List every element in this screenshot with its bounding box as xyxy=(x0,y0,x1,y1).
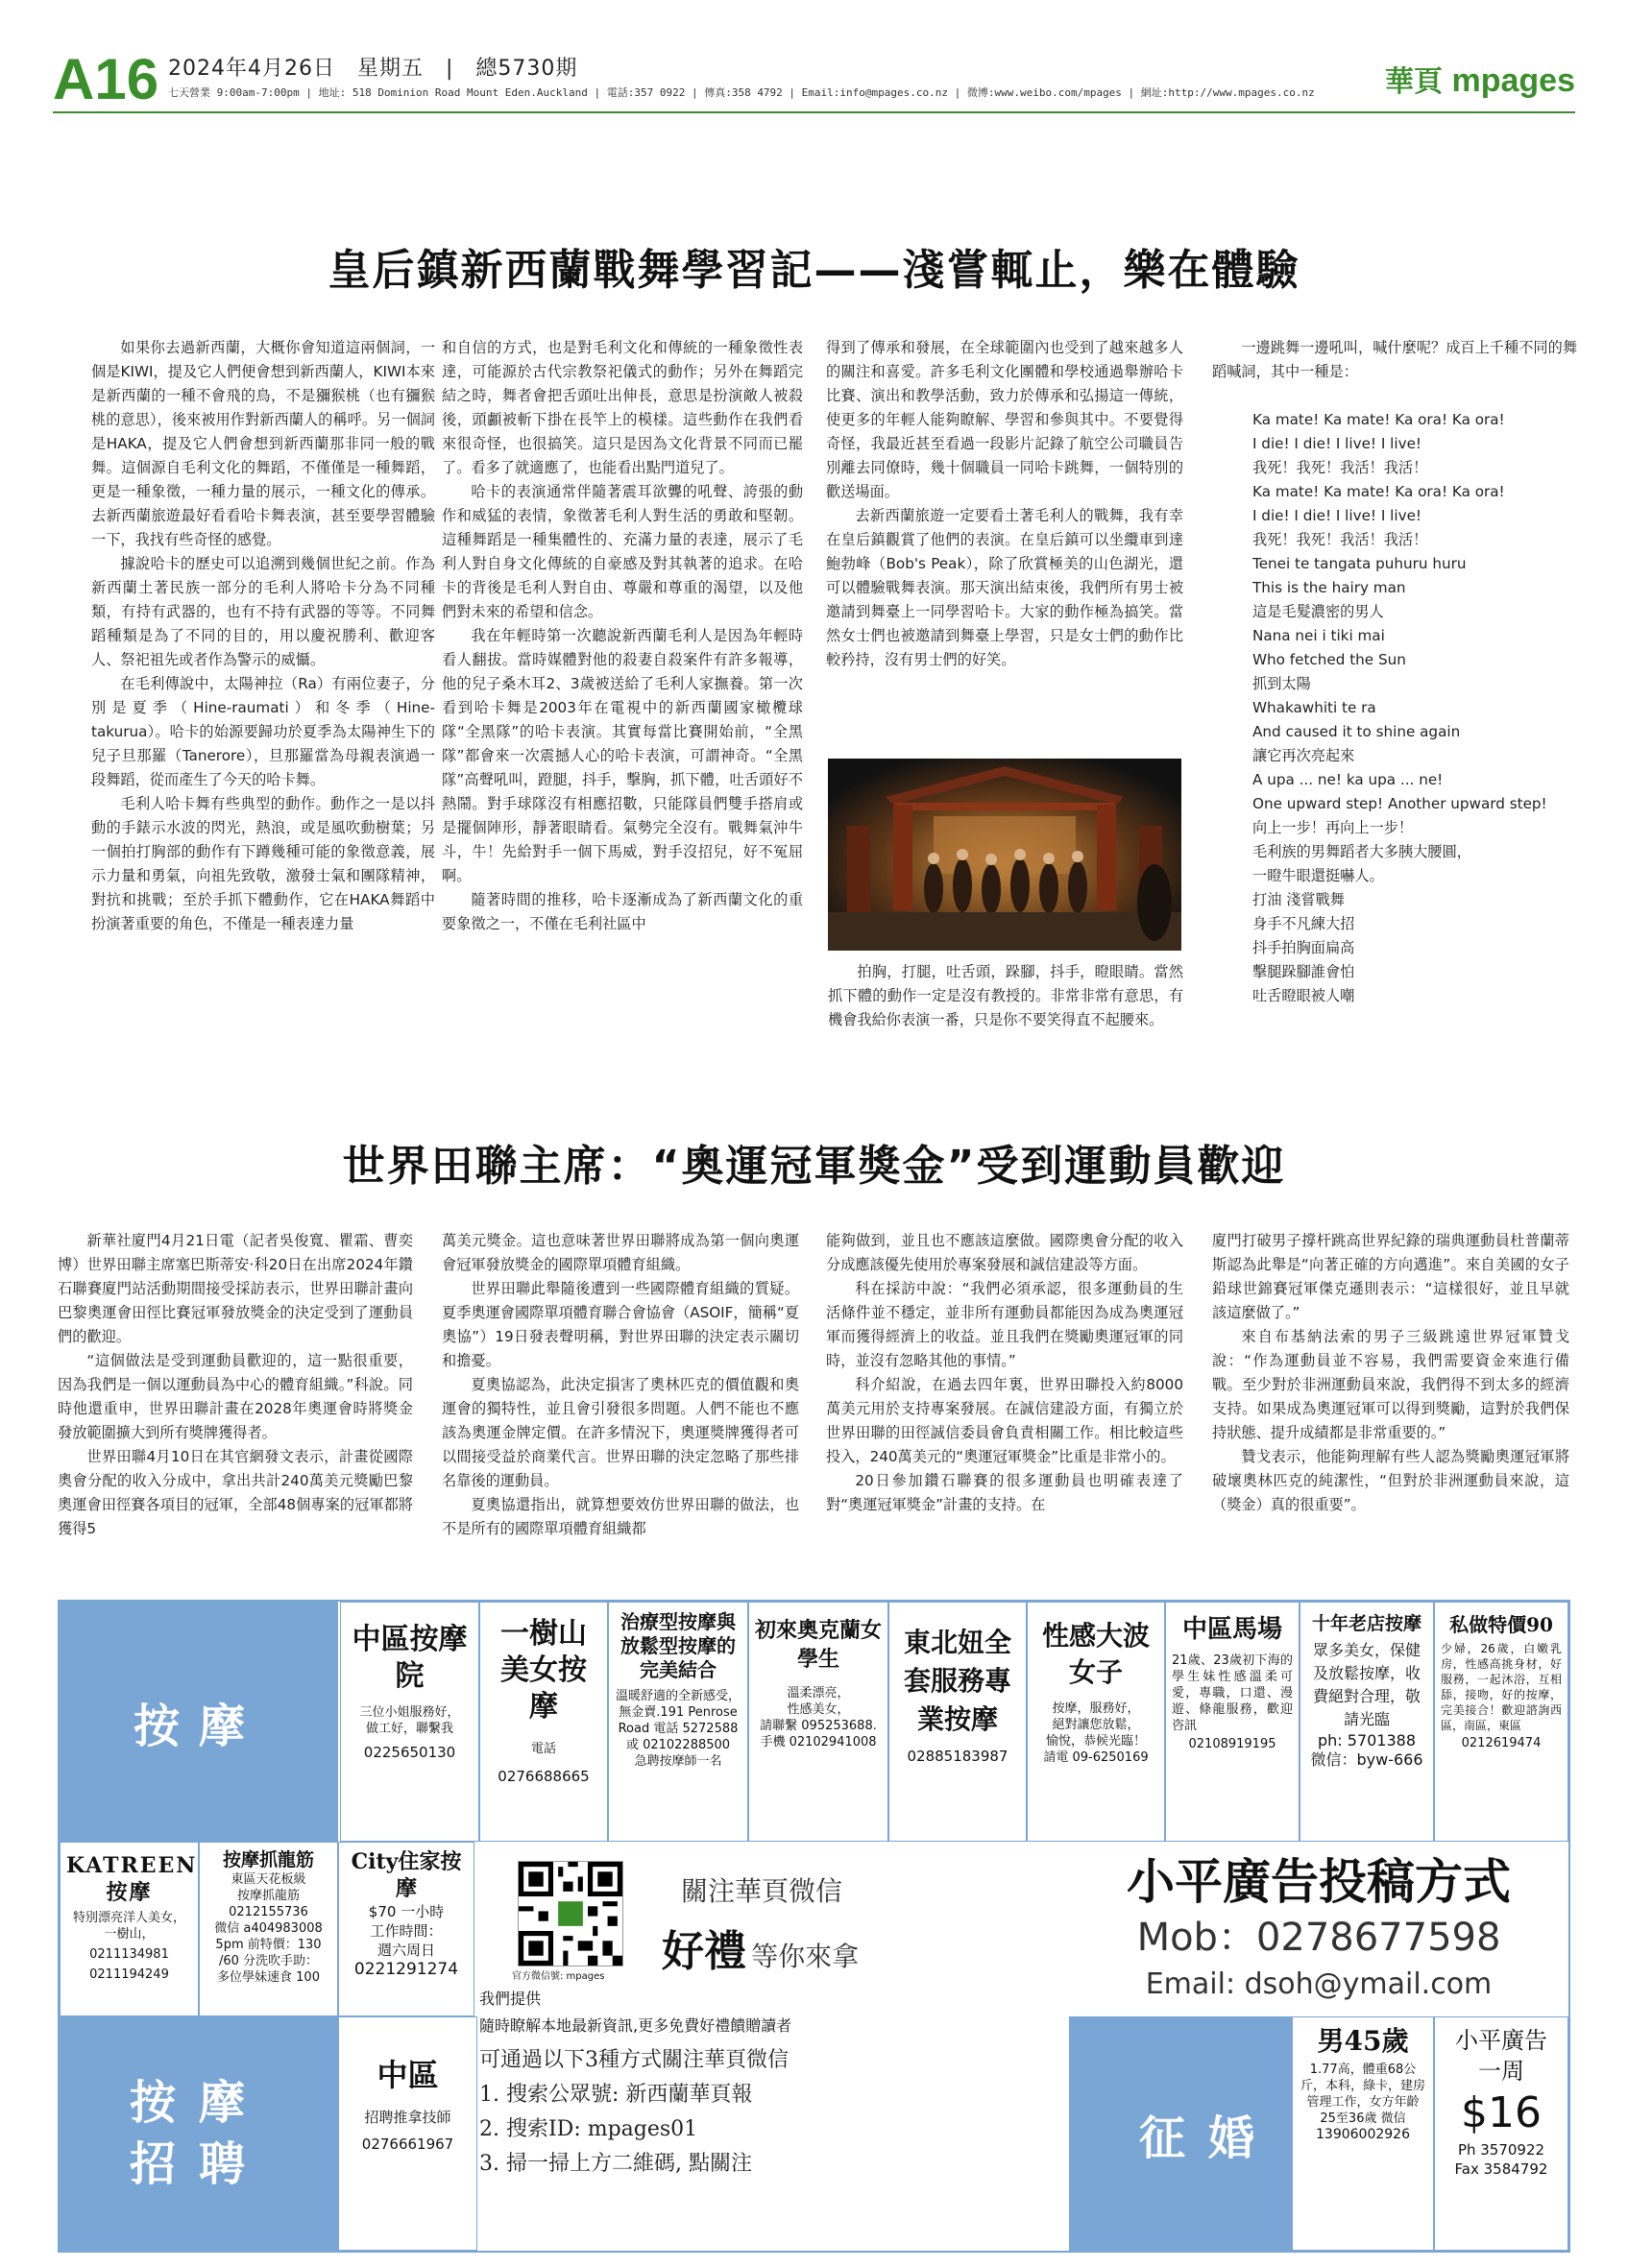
ad-phone: 13906002926 xyxy=(1316,2127,1410,2142)
ad-phone: 0221291274 xyxy=(353,1960,459,1979)
ad-title: KATREEN按摩 xyxy=(66,1853,198,1905)
ad-central-racecourse[interactable] xyxy=(1165,1602,1300,1842)
ad-line: Road 電話 5272588 xyxy=(618,1722,739,1736)
issue-date: 2024年4月26日 星期五 | 總5730期 xyxy=(168,57,578,81)
paragraph: 據說哈卡的歷史可以追溯到幾個世紀之前。作為新西蘭土著民族一部分的毛利人將哈卡分為不同種類，有持有武器的，也有不持有武器的等等。不同舞蹈種類是為了不同的目的，用以慶祝勝利、歡迎客人、祭祀祖先或者作為警示的威懾。 xyxy=(91,555,435,668)
methods-title: 可通過以下3種方式關注華頁微信 xyxy=(479,2048,789,2072)
paragraph: 隨著時間的推移，哈卡逐漸成為了新西蘭文化的重要象徵之一，不僅在毛利社區中 xyxy=(442,891,803,932)
ad-line: 21歲、23歲初下海的學生妹性感溫柔可愛，專職，口還、漫遊、條龍服務，歡迎咨訊 xyxy=(1172,1653,1293,1733)
chant-line: 打油 淺嘗戰舞 xyxy=(1252,891,1345,908)
chant-line: 擊腿跺腳誰會怕 xyxy=(1252,963,1355,980)
massage-label-box xyxy=(60,1602,338,1842)
ad-therapy-massage[interactable] xyxy=(608,1602,748,1842)
gift-small: 等你來拿 xyxy=(751,1941,860,1972)
ad-marriage-man[interactable] xyxy=(1292,2016,1434,2251)
ad-title: 中區 xyxy=(377,2057,439,2093)
ad-one-tree-hill[interactable] xyxy=(479,1602,608,1842)
haka-chant xyxy=(1212,408,1577,1008)
ad-line: 1.77高，體重68公斤，本科，綠卡，建房管理工作，女方年齡 xyxy=(1300,2063,1426,2110)
recruit-label: 按摩招聘 xyxy=(129,2076,268,2191)
ad-line: 一樹山， xyxy=(104,1927,155,1942)
paragraph: 來自布基納法索的男子三級跳遠世界冠軍贊戈說：“作為運動員並不容易，我們需要資金來進行備戰。至少對於非洲運動員來說，我們得不到太多的經濟支持。如果成為奧運冠軍可以得到獎勵，這對於我們保持狀態、提升成績都是非常重要的。” xyxy=(1212,1328,1569,1441)
classified-mob[interactable]: Mob：0278677598 xyxy=(1136,1916,1501,1960)
ad-price[interactable] xyxy=(1434,2016,1568,2251)
ad-line: 急聘按摩師一名 xyxy=(634,1754,722,1769)
ad-line: 按摩，服務好， xyxy=(1052,1701,1140,1716)
ad-title: 按摩抓龍筋 xyxy=(222,1849,314,1870)
price-phone: Ph 3570922 xyxy=(1457,2141,1545,2159)
chant-line: And caused it to shine again xyxy=(1252,723,1461,740)
qr-code-icon[interactable] xyxy=(518,1861,623,1966)
ad-ten-year-shop[interactable] xyxy=(1300,1602,1434,1842)
paragraph: 新華社廈門4月21日電（記者吳俊寬、瞿霜、曹奕博）世界田聯主席塞巴斯蒂安·科20日在出席2024年鑽石聯賽廈門站活動期間接受採訪表示，世界田聯計畫向巴黎奧運會田徑比賽冠軍發放獎金的決定受到了運動員們的歡迎。 xyxy=(58,1232,413,1345)
ad-line: 絕對讓您放鬆， xyxy=(1052,1718,1140,1732)
paragraph: 能夠做到，並且也不應該這麼做。國際奧會分配的收入分成應該優先使用於專案發展和誠信建設等方面。 xyxy=(826,1232,1183,1273)
ad-sexy[interactable] xyxy=(1027,1602,1165,1842)
ad-line: 無金賣.191 Penrose xyxy=(619,1705,738,1720)
wechat-provide: 我們提供 xyxy=(479,1990,542,2008)
photo-caption xyxy=(828,960,1183,1032)
chant-line: Nana nei i tiki mai xyxy=(1252,627,1385,644)
ad-line: 請電 09-6250169 xyxy=(1043,1750,1149,1765)
ad-phone: ph: 5701388 xyxy=(1317,1731,1417,1749)
paragraph: 毛利人哈卡舞有些典型的動作。動作之一是以抖動的手錶示水波的閃光，熱浪，或是風吹動樹葉；另一個拍打胸部的動作有下蹲幾種可能的象徵意義，展示力量和勇氣，向祖先致敬，激發士氣和團隊精神，對抗和挑戰；至於手抓下體動作，它在HAKA舞蹈中扮演著重要的角色，不僅是一種表達力量 xyxy=(91,795,435,932)
chant-line: 吐舌瞪眼被人嘲 xyxy=(1252,987,1355,1004)
paragraph: 萬美元獎金。這也意味著世界田聯將成為第一個向奧運會冠軍發放獎金的國際單項體育組織。 xyxy=(442,1232,799,1273)
method-item: 3. 掃一掃上方二維碼, 點關注 xyxy=(479,2152,752,2176)
ad-katreen[interactable] xyxy=(60,1842,199,2016)
paragraph: 一邊跳舞一邊吼叫，喊什麼呢？成百上千種不同的舞蹈喊詞，其中一種是： xyxy=(1212,339,1577,380)
ad-line: 愉悅，恭候光臨！ xyxy=(1045,1734,1146,1749)
chant-line: 身手不凡練大招 xyxy=(1252,915,1355,932)
chant-line: Ka mate! Ka mate! Ka ora! Ka ora! xyxy=(1252,411,1505,428)
ad-phone: 0276661967 xyxy=(361,2135,454,2153)
massage-label: 按摩 xyxy=(133,1699,264,1753)
ad-line: 週六周日 xyxy=(377,1942,435,1959)
paragraph: 我在年輕時第一次聽說新西蘭毛利人是因為年輕時看人翻拔。當時媒體對他的殺妻自殺案件有許多報導，他的兒子桑木耳2、3歲被送給了毛利人家撫養。第一次看到哈卡舞是2003年在電視中的新西蘭國家橄欖球隊“全黑隊”的哈卡表演。其實每當比賽開始前，“全黑隊”都會來一次震撼人心的哈卡表演，可謂神奇。“全黑隊”高聲吼叫，蹬腿，抖手，擊胸，抓下體，吐舌頭好不熱鬧。對手球隊沒有相應招數，只能隊員們雙手搭肩或是擺個陣形，靜著眼睛看。氣勢完全沒有。戰舞氣沖牛斗，牛！先給對手一個下馬威，對手沒招兒，好不冤屈啊。 xyxy=(442,627,803,884)
ad-phone: 0276688665 xyxy=(498,1768,590,1785)
ad-line: 5pm 前特價：130 xyxy=(215,1938,322,1952)
ad-line: 性感美女， xyxy=(787,1702,850,1717)
contact-info: 七天營業 9:00am-7:00pm | 地址: 518 Dominion Road Mount Eden.Auckland | 電話:357 0922 | 傳真:358 4792 | Email:info@mpages.co.nz | 微博:www.weibo.com/mpages | 網址:http://www.mpages.co.nz xyxy=(168,86,1315,99)
ad-phone: 02885183987 xyxy=(907,1748,1008,1765)
ad-phone: 0211194249 xyxy=(89,1967,169,1982)
qr-caption: 官方微信號: mpages xyxy=(512,1971,605,1982)
chant-line: I die! I die! I live! I live! xyxy=(1252,435,1422,452)
ad-recruit-central[interactable] xyxy=(338,2016,477,2251)
recruit-label-box xyxy=(60,2016,338,2251)
ad-title: 私做特價90 xyxy=(1449,1613,1553,1636)
article2-col3 xyxy=(826,1229,1183,1517)
logo-en: mpages xyxy=(1451,62,1575,99)
gift-big: 好禮 xyxy=(662,1927,746,1976)
paragraph: 在毛利傳說中，太陽神拉（Ra）有兩位妻子，分別是夏季（Hine-raumati）和冬季（Hine-takurua）。哈卡的始源要歸功於夏季為太陽神生下的兒子旦那羅（Tanerore），旦那羅當為母親表演過一段舞蹈，從而產生了今天的哈卡舞。 xyxy=(91,675,435,788)
masthead xyxy=(53,46,1575,115)
article2-col1 xyxy=(58,1229,413,1541)
article1-title: 皇后鎮新西蘭戰舞學習記——淺嘗輒止，樂在體驗 xyxy=(328,246,1300,295)
chant-line: 我死！我死！我活！我活！ xyxy=(1252,531,1428,548)
ad-line: 溫柔漂亮， xyxy=(787,1686,850,1701)
chant-line: This is the hairy man xyxy=(1252,579,1406,596)
ad-central-massage[interactable] xyxy=(340,1602,479,1842)
mpages-logo xyxy=(1385,58,1575,100)
ad-title: 治療型按摩與放鬆型按摩的完美結合 xyxy=(620,1610,736,1681)
haka-photo xyxy=(828,759,1181,951)
price-fax: Fax 3584792 xyxy=(1454,2160,1548,2178)
ad-title: 一樹山美女按摩 xyxy=(500,1617,587,1724)
haka-performance-image xyxy=(828,759,1181,951)
ad-line: 少婦，26歲，白嫩乳房，性感高挑身材，好服務，一起沐浴，互相舔，接吻，好的按摩，完美接合！歡迎諮詢西區，南區，東區 xyxy=(1441,1642,1562,1732)
ad-student[interactable] xyxy=(748,1602,888,1842)
paragraph: 科介紹說，在過去四年裏，世界田聯投入約8000萬美元用於支持專案發展。在誠信建設方面，有獨立於世界田聯的田徑誠信委員會負責相關工作。相比較這些投入，240萬美元的“奧運冠軍獎金”比重是非常小的。 xyxy=(826,1376,1183,1465)
chant-line: Ka mate! Ka mate! Ka ora! Ka ora! xyxy=(1252,483,1505,500)
ad-line: 多位學妹速食 100 xyxy=(217,1970,320,1985)
price-title: 小平廣告一周 xyxy=(1455,2027,1547,2085)
chant-line: One upward step! Another upward step! xyxy=(1252,795,1547,812)
paragraph: 去新西蘭旅遊一定要看土著毛利人的戰舞，我有幸在皇后鎮觀賞了他們的表演。在皇后鎮可以坐纜車到達鮑勃峰（Bob's Peak），除了欣賞極美的山色湖光，還可以體驗戰舞表演。那天演出結束後，我們所有男士被邀請到舞臺上一同學習哈卡。大家的動作極為搞笑。當然女士們也被邀請到舞臺上學習，只是女士們的動作比較矜持，沒有男士們的好笑。 xyxy=(826,507,1183,668)
caption-text: 拍胸，打腿，吐舌頭，跺腳，抖手，瞪眼睛。當然抓下體的動作一定是沒有教授的。非常非常有意思，有機會我給你表演一番，只是你不要笑得直不起腰來。 xyxy=(828,963,1183,1028)
chant-line: 抖手拍胸面扁高 xyxy=(1252,939,1355,956)
ad-line: 0212155736 xyxy=(229,1905,308,1919)
ad-title: 性感大波女子 xyxy=(1041,1620,1150,1688)
classified-submission xyxy=(1069,1842,1568,2015)
article1-col2 xyxy=(442,336,803,936)
ad-line: 東區天花板級 xyxy=(231,1872,306,1887)
chant-line: 向上一步！再向上一步！ xyxy=(1252,819,1414,836)
ad-city-home[interactable] xyxy=(338,1842,474,2016)
ad-line: /60 分洗吹手助： xyxy=(218,1954,319,1968)
article1-col3 xyxy=(826,336,1183,672)
method-item: 2. 搜索ID: mpages01 xyxy=(479,2117,698,2141)
classified-ads xyxy=(58,1600,1570,2253)
ad-line: $70 一小時 xyxy=(368,1903,445,1920)
paragraph: 夏奧協還指出，就算想要效仿世界田聯的做法，也不是所有的國際單項體育組織都 xyxy=(442,1496,799,1537)
ad-line: 按摩抓龍筋 xyxy=(236,1889,300,1903)
ad-title: City住家按摩 xyxy=(351,1849,462,1901)
logo-zh: 華頁 xyxy=(1385,65,1444,99)
paragraph: 哈卡的表演通常伴隨著震耳欲聾的吼聲、誇張的動作和威猛的表情，象徵著毛利人對生活的勇敢和堅韌。這種舞蹈是一種集體性的、充滿力量的表達，展示了毛利人對自身文化傳統的自豪感及對其執著的追求。在哈卡的背後是毛利人對自由、尊嚴和尊重的渴望，以及他們對未來的希望和信念。 xyxy=(442,483,803,620)
ad-title: 初來奧克蘭女學生 xyxy=(755,1618,883,1672)
ad-title: 中區馬場 xyxy=(1181,1615,1282,1644)
chant-line: Tenei te tangata puhuru huru xyxy=(1252,555,1467,572)
chant-line: I die! I die! I live! I live! xyxy=(1252,507,1422,524)
chant-line: 我死！我死！我活！我活！ xyxy=(1252,459,1428,476)
ad-line: 特別漂亮洋人美女， xyxy=(72,1911,185,1925)
header-rule xyxy=(53,111,1575,113)
paragraph: 科在採訪中說：“我們必須承認，很多運動員的生活條件並不穩定，並非所有運動員都能因為成為奧運冠軍而獲得經濟上的收益。並且我們在獎勵奧運冠軍的同時，並沒有忽略其他的事情。” xyxy=(826,1280,1183,1369)
ad-line: 微信 a404983008 xyxy=(214,1921,323,1936)
method-item: 1. 搜索公眾號: 新西蘭華頁報 xyxy=(479,2083,753,2107)
ad-title: 男45歲 xyxy=(1317,2025,1409,2057)
article2-col2 xyxy=(442,1229,799,1541)
chant-line: 一瞪牛眼還挺嚇人。 xyxy=(1252,867,1384,884)
paragraph: 20日參加鑽石聯賽的很多運動員也明確表達了對“奧運冠軍獎金”計畫的支持。在 xyxy=(826,1472,1183,1513)
chant-line: 讓它再次亮起來 xyxy=(1252,747,1355,764)
ad-line: 或 02102288500 xyxy=(625,1738,731,1752)
ad-phone: 02108919195 xyxy=(1188,1737,1276,1751)
article2-title: 世界田聯主席：“奧運冠軍獎金”受到運動員歡迎 xyxy=(342,1142,1286,1191)
ad-phone: 0211134981 xyxy=(89,1947,169,1962)
paragraph: 贊戈表示，他能夠理解有些人認為獎勵奧運冠軍將破壞奧林匹克的純潔性，“但對於非洲運動員來說，這（獎金）真的很重要”。 xyxy=(1212,1448,1569,1513)
paragraph: 得到了傳承和發展，在全球範圍內也受到了越來越多人的關注和喜愛。許多毛利文化團體和學校通過舉辦哈卡比賽、演出和教學活動，致力於傳承和弘揚這一傳統，使更多的年輕人能夠瞭解、學習和參與其中。不要覺得奇怪，我最近甚至看過一段影片記錄了航空公司職員告別離去同僚時，幾十個職員一同哈卡跳舞，一個特別的歡送場面。 xyxy=(826,339,1183,500)
ad-line: 溫暖舒適的全新感受， xyxy=(615,1689,741,1703)
chant-line: Whakawhiti te ra xyxy=(1252,699,1376,716)
wechat-desc: 隨時瞭解本地最新資訊,更多免費好禮饋贈讀者 xyxy=(479,2016,792,2035)
ad-private-special[interactable] xyxy=(1434,1602,1568,1842)
wechat-follow: 關注華頁微信 xyxy=(681,1875,843,1907)
ad-line: 電話 xyxy=(530,1742,556,1756)
ad-line: 三位小姐服務好， xyxy=(359,1705,460,1720)
ad-title: 東北妞全套服務專業按摩 xyxy=(903,1627,1011,1735)
ad-line: 手機 02102941008 xyxy=(760,1735,877,1749)
marriage-label: 征婚 xyxy=(1138,2111,1277,2165)
ad-line: 工作時間： xyxy=(370,1922,443,1940)
article1-col4 xyxy=(1212,336,1577,1008)
ad-line: 25至36歲 微信 xyxy=(1320,2111,1406,2126)
paragraph: 世界田聯此舉隨後遭到一些國際體育組織的質疑。夏季奧運會國際單項體育聯合會協會（ASOIF，簡稱“夏奧協”）19日發表聲明稱，對世界田聯的決定表示關切和擔憂。 xyxy=(442,1280,800,1369)
chant-line: 抓到太陽 xyxy=(1252,675,1311,692)
ad-phone: 0225650130 xyxy=(363,1744,456,1761)
article2-col4 xyxy=(1212,1229,1569,1517)
ad-title: 中區按摩院 xyxy=(352,1623,468,1693)
ad-northeast[interactable] xyxy=(888,1602,1027,1842)
chant-line: 毛利族的男舞蹈者大多胰大腰圓， xyxy=(1252,843,1471,860)
classified-email[interactable]: Email: dsoh@ymail.com xyxy=(1145,1967,1493,2001)
paragraph: 廈門打破男子撐杆跳高世界紀錄的瑞典運動員杜普蘭蒂斯認為此舉是“向著正確的方向邁進”。來自美國的女子鉛球世錦賽冠軍傑克遜則表示：“這樣很好，並且早就該這麼做了。” xyxy=(1212,1232,1569,1321)
price-value: $16 xyxy=(1461,2088,1542,2137)
chant-line: A upa ... ne! ka upa ... ne! xyxy=(1252,771,1444,788)
ad-wechat: 微信：byw-666 xyxy=(1310,1750,1423,1769)
wechat-promo xyxy=(479,1844,1069,2251)
wechat-methods xyxy=(479,2043,789,2182)
gift-line xyxy=(662,1917,859,1978)
ad-line: 招聘推拿技師 xyxy=(364,2109,451,2126)
chant-line: 這是毛髮濃密的男人 xyxy=(1252,603,1384,620)
ad-line: 做工好，聯繫我 xyxy=(365,1722,453,1736)
ad-title: 十年老店按摩 xyxy=(1311,1613,1421,1634)
paragraph: 世界田聯4月10日在其官網發文表示，計畫從國際奧會分配的收入分成中，拿出共計240萬美元獎勵巴黎奧運會田徑賽各項目的冠軍，全部48個專案的冠軍都將獲得5 xyxy=(58,1448,413,1537)
article1-col1 xyxy=(91,336,435,936)
paragraph: “這個做法是受到運動員歡迎的，這一點很重要，因為我們是一個以運動員為中心的體育組織。”科說。同時他還重申，世界田聯計畫在2028年奧運會時將獎金發放範圍擴大到所有獎牌獲得者。 xyxy=(58,1352,413,1441)
chant-line: Who fetched the Sun xyxy=(1252,651,1406,668)
ad-dragon-tendon[interactable] xyxy=(199,1842,338,2016)
ad-line: 眾多美女，保健及放鬆按摩，收費絕對合理，敬請光臨 xyxy=(1312,1641,1421,1728)
ad-line: 請聯繫 095253688. xyxy=(760,1719,877,1733)
classified-title: 小平廣告投稿方式 xyxy=(1127,1853,1511,1910)
paragraph: 和自信的方式，也是對毛利文化和傳統的一種象徵性表達，可能源於古代宗教祭祀儀式的動作；另外在舞蹈完結之時，舞者會把舌頭吐出伸長，意思是扮演敵人被殺後，頭顱被斬下掛在長竿上的模樣。這些動作在我們看來很奇怪，也很搞笑。這只是因為文化背景不同而已罷了。看多了就適應了，也能看出點門道兒了。 xyxy=(442,339,803,476)
paragraph: 如果你去過新西蘭，大概你會知道這兩個詞，一個是KIWI，提及它人們便會想到新西蘭人，KIWI本來是新西蘭的一種不會飛的鳥，不是獼猴桃（也有獼猴桃的意思），後來被用作對新西蘭人的稱呼。另一個詞是HAKA，提及它人們會想到新西蘭那非同一般的戰舞。這個源自毛利文化的舞蹈，不僅僅是一種舞蹈，更是一種象徵，一種力量的展示，一種文化的傳承。去新西蘭旅遊最好看看哈卡舞表演，甚至要學習體驗一下，我找有些奇怪的感覺。 xyxy=(91,339,435,548)
ad-phone: 0212619474 xyxy=(1461,1736,1542,1750)
paragraph: 夏奧協認為，此決定損害了奧林匹克的價值觀和奧運會的獨特性，並且會引發很多問題。人們不能也不應該為奧運金牌定價。在許多情況下，奧運獎牌獲得者可以間接受益於商業代言。世界田聯的決定忽略了那些排名靠後的運動員。 xyxy=(442,1376,799,1489)
page-number: A16 xyxy=(53,47,159,111)
